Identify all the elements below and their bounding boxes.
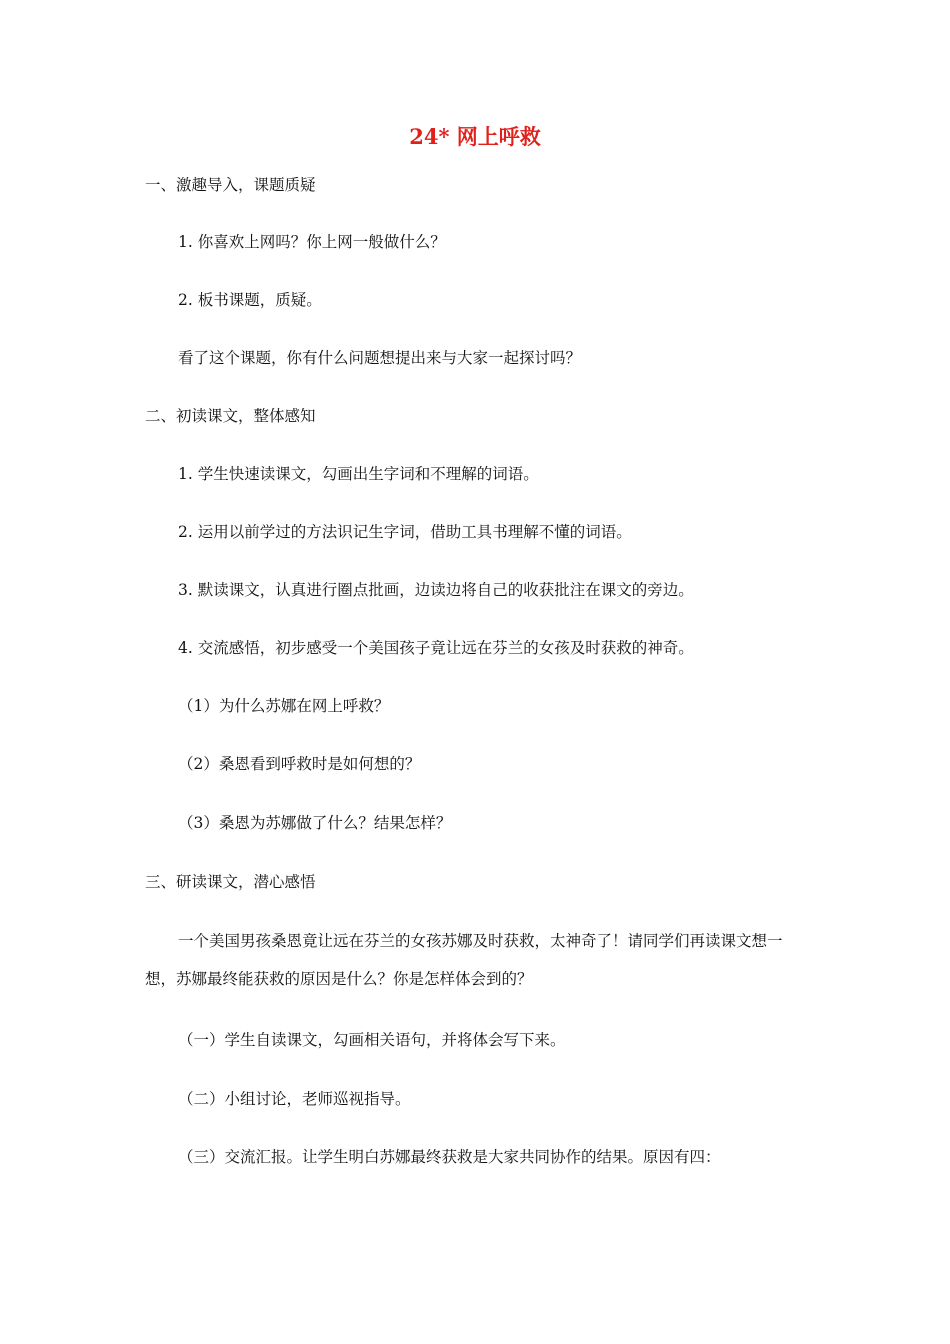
section-3-paragraph: 一个美国男孩桑恩竟让远在芬兰的女孩苏娜及时获救，太神奇了！请同学们再读课文想一想，苏娜最终能获救的原因是什么？你是怎样体会到的？ bbox=[145, 932, 783, 988]
section-2-item-2: 2. 运用以前学过的方法识记生字词，借助工具书理解不懂的词语。 bbox=[178, 523, 632, 541]
section-2-item-6: （2）桑恩看到呼救时是如何想的？ bbox=[178, 755, 421, 773]
section-2-item-3: 3. 默读课文，认真进行圈点批画，边读边将自己的收获批注在课文的旁边。 bbox=[178, 581, 694, 599]
section-3-item-2: （二）小组讨论，老师巡视指导。 bbox=[178, 1090, 411, 1108]
section-1-item-3: 看了这个课题，你有什么问题想提出来与大家一起探讨吗？ bbox=[178, 349, 582, 367]
section-2-item-1: 1. 学生快速读课文，勾画出生字词和不理解的词语。 bbox=[178, 465, 539, 483]
section-heading-1: 一、激趣导入，课题质疑 bbox=[145, 176, 316, 194]
section-2-item-7: （3）桑恩为苏娜做了什么？结果怎样？ bbox=[178, 814, 452, 832]
section-1-item-1: 1. 你喜欢上网吗？你上网一般做什么？ bbox=[178, 233, 446, 251]
section-2-item-4: 4. 交流感悟，初步感受一个美国孩子竟让远在芬兰的女孩及时获救的神奇。 bbox=[178, 639, 694, 657]
section-heading-3: 三、研读课文，潜心感悟 bbox=[145, 873, 316, 891]
section-3-item-1: （一）学生自读课文，勾画相关语句，并将体会写下来。 bbox=[178, 1031, 566, 1049]
section-heading-2: 二、初读课文，整体感知 bbox=[145, 407, 316, 425]
section-3-item-3: （三）交流汇报。让学生明白苏娜最终获救是大家共同协作的结果。原因有四： bbox=[178, 1148, 721, 1166]
section-2-item-5: （1）为什么苏娜在网上呼救？ bbox=[178, 697, 390, 715]
section-1-item-2: 2. 板书课题，质疑。 bbox=[178, 291, 322, 309]
document-title: 24* 网上呼救 bbox=[409, 124, 541, 149]
